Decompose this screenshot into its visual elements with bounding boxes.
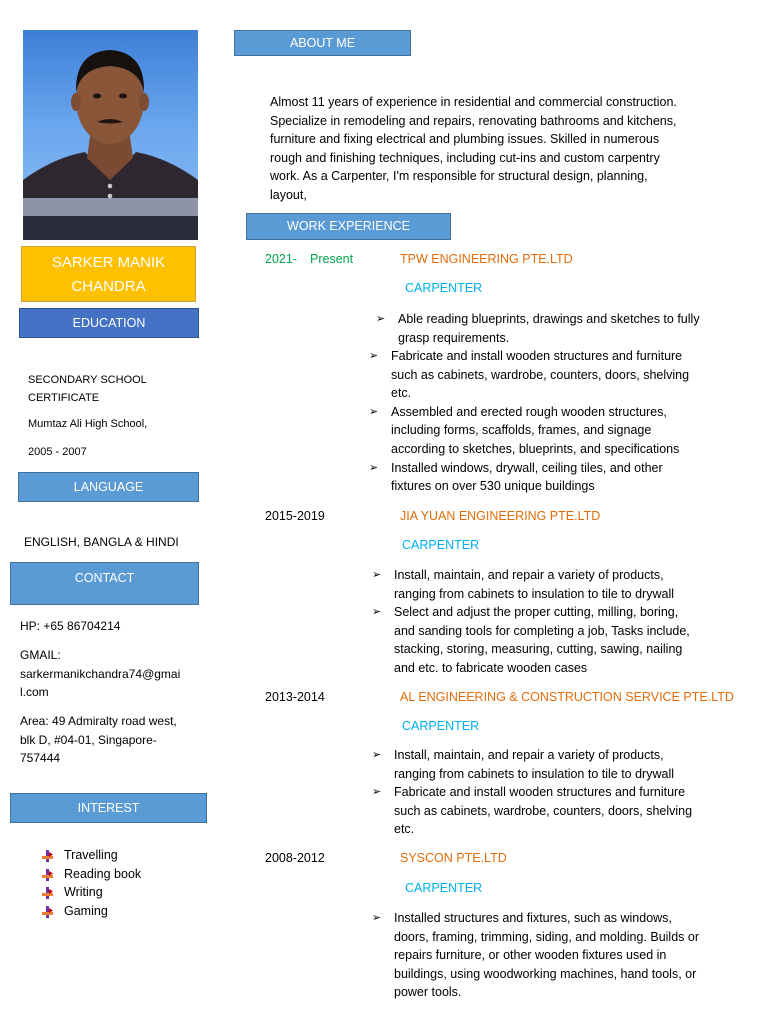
certificate-line-1: SECONDARY SCHOOL xyxy=(28,374,147,386)
job-bullet xyxy=(369,459,729,496)
job-bullet xyxy=(372,909,732,1002)
bullet-line: such as cabinets, wardrobe, counters, doors, shelving xyxy=(394,803,693,818)
bullet-line: buildings, using woodworking machines, hand tools, or xyxy=(394,966,697,981)
gmail-line-2: l.com xyxy=(20,685,49,700)
job-period: 2015-2019 xyxy=(265,509,325,523)
interest-item xyxy=(42,902,141,921)
bullet-line: ➢ Installed windows, drywall, ceiling tiles, and other xyxy=(391,460,663,475)
job-period-end: Present xyxy=(310,252,354,266)
contact-header: CONTACT xyxy=(10,562,199,605)
job-bullet xyxy=(372,566,732,603)
job-bullet xyxy=(376,310,736,347)
interest-label: Writing xyxy=(64,885,103,900)
bullet-line: repairs furniture, or other wooden fixtures used in xyxy=(394,948,667,963)
job-role: CARPENTER xyxy=(402,538,480,552)
job-company: JIA YUAN ENGINEERING PTE.LTD xyxy=(400,509,601,523)
job-bullets xyxy=(372,566,732,678)
bullet-line: ranging from cabinets to insulation to tile to drywall xyxy=(394,586,675,601)
job-bullets xyxy=(376,310,736,347)
bullet-line: doors, framing, trimming, siding, and molding. Builds or xyxy=(394,929,699,944)
about-line: work. As a Carpenter, I'm responsible for structural design, planning, xyxy=(270,169,648,184)
education-years: 2005 - 2007 xyxy=(28,446,87,458)
interest-label: Gaming xyxy=(64,903,108,918)
bullet-line: etc. xyxy=(391,386,412,401)
name-line-2: CHANDRA xyxy=(71,278,146,295)
bullet-line: stacking, storing, measuring, cutting, sawing, nailing xyxy=(394,642,683,657)
name-box xyxy=(21,246,196,302)
bullet-line: ranging from cabinets to insulation to tile to drywall xyxy=(394,766,675,781)
job-role: CARPENTER xyxy=(405,881,483,895)
interest-header: INTEREST xyxy=(10,793,207,823)
bullet-line: grasp requirements. xyxy=(398,330,510,345)
job-bullets xyxy=(372,909,732,1002)
about-line: rough and finishing techniques, including cut-ins and custom carpentry xyxy=(270,150,660,165)
bullet-line: ➢ Assembled and erected rough wooden structures, xyxy=(391,404,667,419)
job-period-start: 2021- xyxy=(265,252,297,266)
interest-item xyxy=(42,865,141,884)
interest-item xyxy=(42,883,141,902)
interest-label: Reading book xyxy=(64,866,142,881)
bullet-line: such as cabinets, wardrobe, counters, doors, shelving xyxy=(391,367,690,382)
job-company: TPW ENGINEERING PTE.LTD xyxy=(400,252,573,266)
bullet-line: according to sketches, blueprints, and specifications xyxy=(391,441,680,456)
bullet-line: ➢ Select and adjust the proper cutting, milling, boring, xyxy=(394,605,679,620)
about-me-text xyxy=(270,93,740,205)
gmail-line-1: sarkermanikchandra74@gmai xyxy=(20,666,181,681)
interest-marker-icon xyxy=(42,886,54,898)
job-period: 2008-2012 xyxy=(265,851,325,865)
bullet-line: ➢ Install, maintain, and repair a variety of products, xyxy=(394,568,664,582)
contact-hp: HP: +65 86704214 xyxy=(20,619,121,633)
work-experience-header: WORK EXPERIENCE xyxy=(246,213,451,240)
job-role: CARPENTER xyxy=(405,281,483,295)
about-line: Specialize in remodeling and repairs, renovating bathrooms and kitchens, xyxy=(270,113,677,128)
bullet-line: ➢ Fabricate and install wooden structures and furniture xyxy=(391,349,683,363)
job-bullets xyxy=(372,746,732,839)
bullet-line: ➢ Able reading blueprints, drawings and sketches to fully xyxy=(398,312,700,326)
job-period: 2013-2014 xyxy=(265,690,325,704)
name-line-1: SARKER MANIK xyxy=(51,254,166,271)
job-bullet xyxy=(369,347,729,403)
area-line-2: blk D, #04-01, Singapore- xyxy=(20,732,157,747)
bullet-line: including forms, scaffolds, frames, and signage xyxy=(391,423,652,438)
contact-gmail xyxy=(20,646,180,702)
job-company: SYSCON PTE.LTD xyxy=(400,851,507,865)
area-line-3: 757444 xyxy=(20,751,61,766)
interest-item xyxy=(42,846,141,865)
bullet-line: fixtures on over 530 unique buildings xyxy=(391,479,595,494)
interest-marker-icon xyxy=(42,905,54,917)
contact-area xyxy=(20,712,177,768)
bullet-line: ➢ Fabricate and install wooden structures and furniture xyxy=(394,785,686,800)
job-bullet xyxy=(372,783,732,839)
about-line: furniture and fixing electrical and plumbing issues. Skilled in numerous xyxy=(270,132,660,147)
bullet-line: power tools. xyxy=(394,985,462,1000)
gmail-label: GMAIL: xyxy=(20,648,61,662)
interest-marker-icon xyxy=(42,849,54,861)
education-school: Mumtaz Ali High School, xyxy=(28,418,148,430)
certificate-line-2: CERTIFICATE xyxy=(28,392,100,404)
bullet-line: and sanding tools for completing a job, Tasks include, xyxy=(394,623,690,638)
interest-list xyxy=(42,846,141,920)
interest-marker-icon xyxy=(42,868,54,880)
job-bullets xyxy=(369,347,729,496)
job-bullet xyxy=(372,746,732,783)
bullet-line: ➢ Installed structures and fixtures, such as windows, xyxy=(394,911,672,925)
profile-photo xyxy=(23,30,198,240)
about-me-header: ABOUT ME xyxy=(234,30,411,56)
job-role: CARPENTER xyxy=(402,719,480,733)
education-header: EDUCATION xyxy=(19,308,199,338)
area-line-1: Area: 49 Admiralty road west, xyxy=(20,714,177,728)
language-header: LANGUAGE xyxy=(18,472,199,502)
bullet-line: ➢ Install, maintain, and repair a variety of products, xyxy=(394,748,664,762)
bullet-line: etc. xyxy=(394,822,415,837)
about-line: layout, xyxy=(270,187,307,202)
interest-label: Travelling xyxy=(64,848,118,862)
education-certificate xyxy=(28,371,147,407)
bullet-line: and etc. to fabricate wooden cases xyxy=(394,660,588,675)
language-value: ENGLISH, BANGLA & HINDI xyxy=(24,535,179,549)
about-line: Almost 11 years of experience in residential and commercial construction. xyxy=(270,95,677,109)
job-bullet xyxy=(372,603,732,677)
job-bullet xyxy=(369,403,729,459)
job-company: AL ENGINEERING & CONSTRUCTION SERVICE PTE.LTD xyxy=(400,690,734,704)
